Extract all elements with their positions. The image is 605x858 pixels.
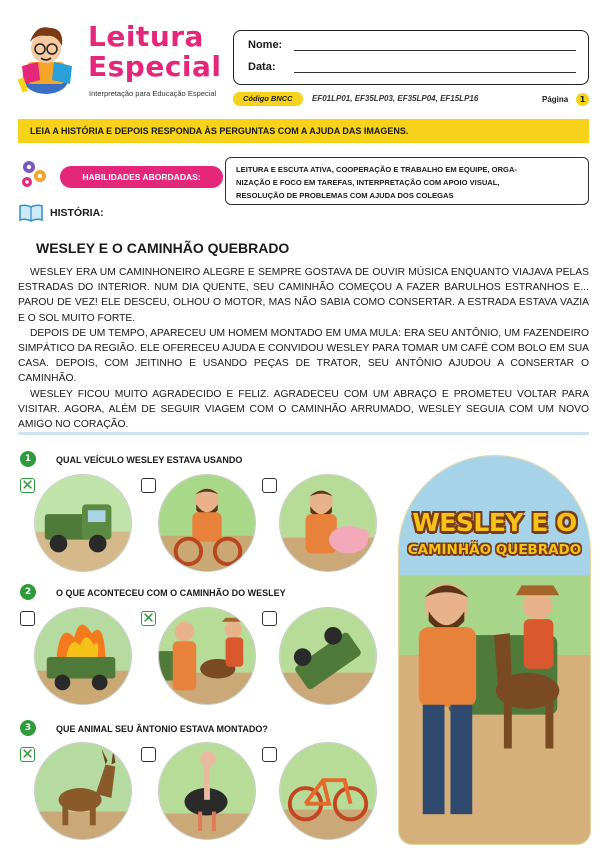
option-image-green-truck[interactable] — [34, 474, 132, 572]
option-image-overturned-truck[interactable] — [279, 607, 377, 705]
answer-checkbox-checked[interactable] — [141, 611, 156, 626]
open-book-icon — [18, 204, 44, 222]
story-section-label: HISTÓRIA: — [50, 207, 104, 219]
story-paragraph: WESLEY FICOU MUITO AGRADECIDO E FELIZ. AGRADECEU COM UM ABRAÇO E PROMETEU VOLTAR PARA VISITAR. AGORA, ALÉM DE SEGUIR VIAGEM COM O CAMINHÃO ARRUMADO, WESLEY SEGUIA COM UM NOVO AMIGO NO CORAÇÃO. — [18, 388, 589, 431]
answer-checkbox[interactable] — [141, 478, 156, 493]
check-mark-icon: ✕ — [21, 745, 34, 763]
story-title: WESLEY E O CAMINHÃO QUEBRADO — [36, 240, 290, 256]
option-image-bicycle[interactable] — [279, 742, 377, 840]
story-text — [18, 265, 589, 432]
name-label: Nome: — [248, 39, 283, 51]
answer-checkbox[interactable] — [141, 747, 156, 762]
option-image-man-on-bicycle[interactable] — [158, 474, 256, 572]
page-number: 1 — [576, 93, 589, 106]
skills-box — [225, 157, 589, 205]
question-text: QUAL VEÍCULO WESLEY ESTAVA USANDO — [56, 455, 243, 465]
answer-checkbox[interactable] — [20, 611, 35, 626]
skills-line: LEITURA E ESCUTA ATIVA, COOPERAÇÃO E TRABALHO EM EQUIPE, ORGA- — [236, 165, 517, 174]
question-number: 2 — [20, 584, 36, 600]
story-cover-illustration — [398, 455, 591, 845]
option-image-man-with-pig[interactable] — [279, 474, 377, 572]
option-image-men-with-mule[interactable] — [158, 607, 256, 705]
name-field[interactable] — [294, 50, 576, 51]
logo-title-line2: Especial — [88, 50, 222, 83]
question-text: QUE ANIMAL SEU ÂNTONIO ESTAVA MONTADO? — [56, 724, 268, 734]
check-mark-icon: ✕ — [142, 609, 155, 627]
mascot-reading-logo — [16, 18, 78, 96]
student-info-box — [233, 30, 589, 85]
date-label: Data: — [248, 61, 276, 73]
question-number: 3 — [20, 720, 36, 736]
story-paragraph: WESLEY ERA UM CAMINHONEIRO ALEGRE E SEMPRE GOSTAVA DE OUVIR MÚSICA ENQUANTO VIAJAVA PELAS ESTRADAS DO INTERIOR. NUM DIA QUENTE, SEU CAMINHÃO COMEÇOU A FAZER BARULHOS ESTRANHOS E... PAROU DE VEZ! ELE DESCEU, OLHOU O MOTOR, MAS NÃO SABIA COMO CONSERTAR. A ESTRADA ESTAVA VAZIA E O SOL MUITO FORTE. — [18, 267, 589, 324]
instruction-bar: LEIA A HISTÓRIA E DEPOIS RESPONDA ÀS PERGUNTAS COM A AJUDA DAS IMAGENS. — [18, 119, 589, 143]
question-number: 1 — [20, 451, 36, 467]
skills-line: RESOLUÇÃO DE PROBLEMAS COM AJUDA DOS COLEGAS — [236, 191, 454, 200]
bncc-label: Código BNCC — [233, 92, 303, 106]
cover-title-line1: WESLEY E O — [412, 508, 577, 537]
answer-checkbox[interactable] — [262, 611, 277, 626]
option-image-truck-on-fire[interactable] — [34, 607, 132, 705]
answer-checkbox[interactable] — [262, 478, 277, 493]
logo-title-line1: Leitura — [88, 20, 204, 53]
skills-label: HABILIDADES ABORDADAS: — [60, 166, 223, 188]
answer-checkbox-checked[interactable] — [20, 747, 35, 762]
skills-line: NIZAÇÃO E FOCO EM TAREFAS, INTERPRETAÇÃO COM APOIO VISUAL, — [236, 178, 500, 187]
logo-subtitle: Interpretação para Educação Especial — [89, 89, 217, 98]
cover-title-line2: CAMINHÃO QUEBRADO — [407, 542, 582, 558]
option-image-donkey[interactable] — [34, 742, 132, 840]
date-field[interactable] — [294, 72, 576, 73]
logo-title — [88, 22, 222, 82]
option-image-ostrich[interactable] — [158, 742, 256, 840]
section-divider — [18, 432, 589, 435]
answer-checkbox-checked[interactable] — [20, 478, 35, 493]
answer-checkbox[interactable] — [262, 747, 277, 762]
bncc-codes: EF01LP01, EF35LP03, EF35LP04, EF15LP16 — [312, 94, 479, 103]
page-label: Página — [542, 95, 569, 104]
story-paragraph: DEPOIS DE UM TEMPO, APARECEU UM HOMEM MONTADO EM UMA MULA: ERA SEU ANTÔNIO, UM FAZENDEIRO SIMPÁTICO DA REGIÃO. ELE OFERECEU AJUDA E CONVIDOU WESLEY PARA TOMAR UM CAFÉ COM BOLO EM SUA CASA. DEPOIS, COM JEITINHO E USANDO PEÇAS DE TRATOR, SEU ANTÔNIO AJUDOU A CONSERTAR O CAMINHÃO. — [18, 327, 589, 385]
gears-icon — [18, 158, 50, 190]
check-mark-icon: ✕ — [21, 476, 34, 494]
question-text: O QUE ACONTECEU COM O CAMINHÃO DO WESLEY — [56, 588, 286, 598]
